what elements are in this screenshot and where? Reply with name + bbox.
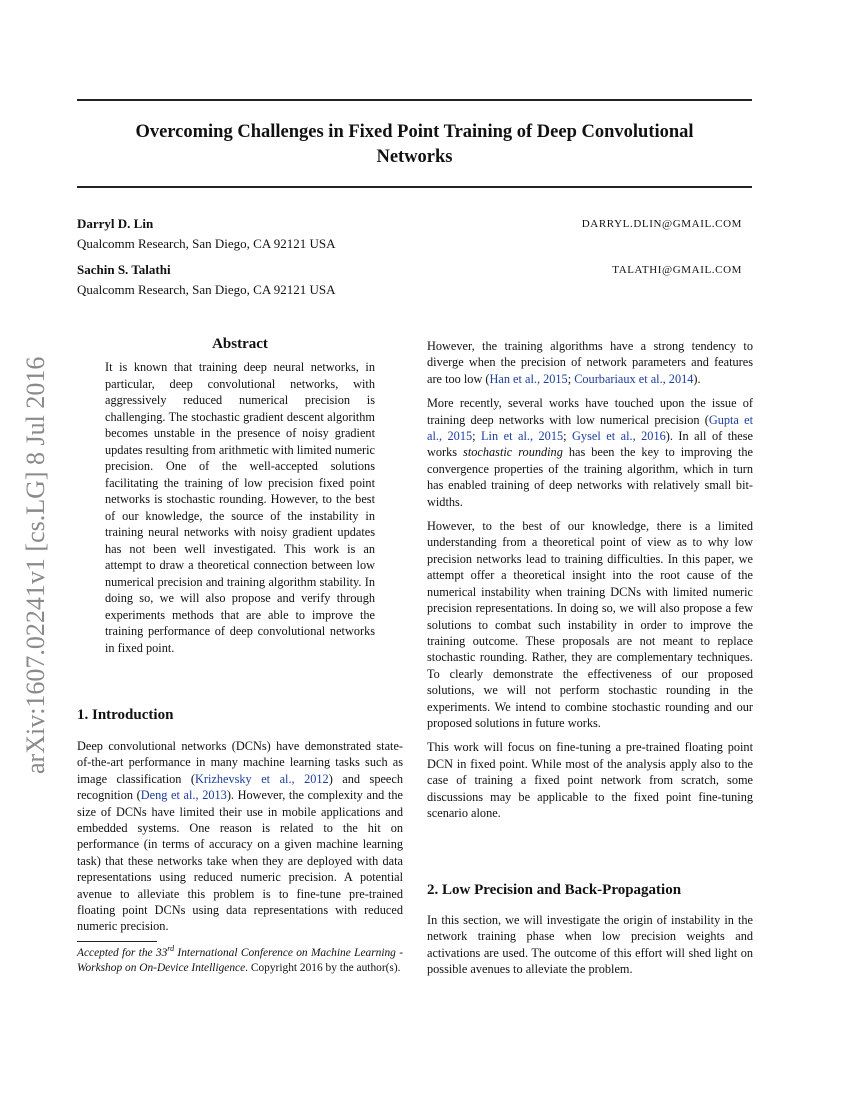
title-top-rule [77, 99, 752, 101]
citation-link[interactable]: Lin et al., 2015 [481, 429, 564, 444]
abstract-heading: Abstract [212, 336, 268, 352]
paper-title [77, 120, 752, 170]
author-2-affiliation: Qualcomm Research, San Diego, CA 92121 USA [77, 282, 336, 297]
intro-paragraph-1: Deep convolutional networks (DCNs) have demonstrated state-of-the-art performance in many machine learning tasks such as image classification (Krizhevsky et al., 2012) and speech recognition (Deng et al., 2013). However, the complexity and the size of DCNs have limited their use in mobile applications and embedded systems. One reason is related to the hit on performance (in terms of accuracy on a given machine learning task) that these networks take when they are deployed with data representations using reduced numeric precision. A potential avenue to alleviate this problem is to fine-tune pre-trained floating point DCNs using data representations with reduced numeric precision. [77, 739, 403, 934]
abstract-text: It is known that training deep neural networks, in particular, deep convolutional networks, with aggressively reduced numerical precision is challenging. The stochastic gradient descent algorithm becomes unstable in the presence of noisy gradient updates resulting from arithmetic with limited numeric precision. One of the well-accepted solutions facilitating the training of low precision fixed point networks is stochastic rounding. However, to the best of our knowledge, the source of the instability in training neural networks with noisy gradient updates has not been well investigated. This work is an attempt to draw a theoretical connection between low numerical precision and training algorithm stability. In doing so, we will also propose and verify through experiments methods that are able to improve the training performance of deep convolutional networks in fixed point. [105, 360, 375, 655]
citation-link[interactable]: Deng et al., 2013 [140, 788, 227, 803]
arxiv-identifier: arXiv:1607.02241v1 [cs.LG] 8 Jul 2016 [21, 356, 50, 774]
right-paragraph-4: This work will focus on fine-tuning a pre-trained floating point DCN in fixed point. While most of the analysis apply also to the case of training a fixed point network from scratch, some discussions may be applicable to the fixed point fine-tuning scenario alone. [427, 740, 753, 820]
author-1-name: Darryl D. Lin [77, 216, 154, 231]
section-2-heading: 2. Low Precision and Back-Propagation [427, 882, 682, 898]
citation-link[interactable]: Gysel et al., 2016 [572, 429, 666, 444]
author-2-email: TALATHI@GMAIL.COM [612, 264, 742, 276]
introduction-heading: 1. Introduction [77, 707, 174, 723]
right-column-body [427, 338, 753, 829]
footnote-rule [77, 941, 157, 942]
citation-link[interactable]: Han et al., 2015 [489, 371, 568, 386]
right-paragraph-1: However, the training algorithms have a strong tendency to diverge when the precision of network parameters and features are too low (Han et al., 2015; Courbariaux et al., 2014). [427, 339, 753, 386]
section-2-body [427, 912, 753, 986]
title-bottom-rule [77, 186, 752, 188]
author-2-name: Sachin S. Talathi [77, 262, 171, 277]
citation-link[interactable]: Gupta et al., 2015 [427, 412, 753, 444]
introduction-body [77, 738, 403, 943]
right-paragraph-3: However, to the best of our knowledge, there is a limited understanding from a theoretical point of view as to why low precision networks lead to training difficulties. In this paper, we attempt offer a theoretical insight into the root cause of the numerical instability when training DCNs with limited numeric precision representations. In doing so, we will also propose a few solutions to combat such instability in order to improve the training outcome. These proposals are not meant to replace stochastic rounding. Rather, they are complementary techniques. To clearly demonstrate the effectiveness of our proposed solutions, we will not perform stochastic rounding in the experiments. We intend to combine stochastic rounding and our proposed solutions in future works. [427, 519, 753, 730]
author-1-email: DARRYL.DLIN@GMAIL.COM [581, 218, 742, 230]
title-line-2: Networks [376, 147, 453, 167]
citation-link[interactable]: Krizhevsky et al., 2012 [195, 771, 329, 786]
author-1-affiliation: Qualcomm Research, San Diego, CA 92121 USA [77, 236, 336, 251]
section-2-paragraph-1: In this section, we will investigate the origin of instability in the network training phase when low precision weights and activations are used. The outcome of this effort will shed light on possible avenues to alleviate the problem. [427, 913, 753, 977]
title-line-1: Overcoming Challenges in Fixed Point Training of Deep Convolutional [135, 122, 694, 142]
footnote: Accepted for the 33rd International Conference on Machine Learning - Workshop on On-Device Intelligence. Copyright 2016 by the author(s). [77, 944, 403, 974]
citation-link[interactable]: Courbariaux et al., 2014 [574, 371, 694, 386]
right-paragraph-2: More recently, several works have touched upon the issue of training deep networks with low numerical precision (Gupta et al., 2015; Lin et al., 2015; Gysel et al., 2016). In all of these works stochastic rounding has been the key to improving the convergence properties of the training algorithm, which in turn has enabled training of deep networks with relatively small bit-widths. [427, 396, 753, 509]
